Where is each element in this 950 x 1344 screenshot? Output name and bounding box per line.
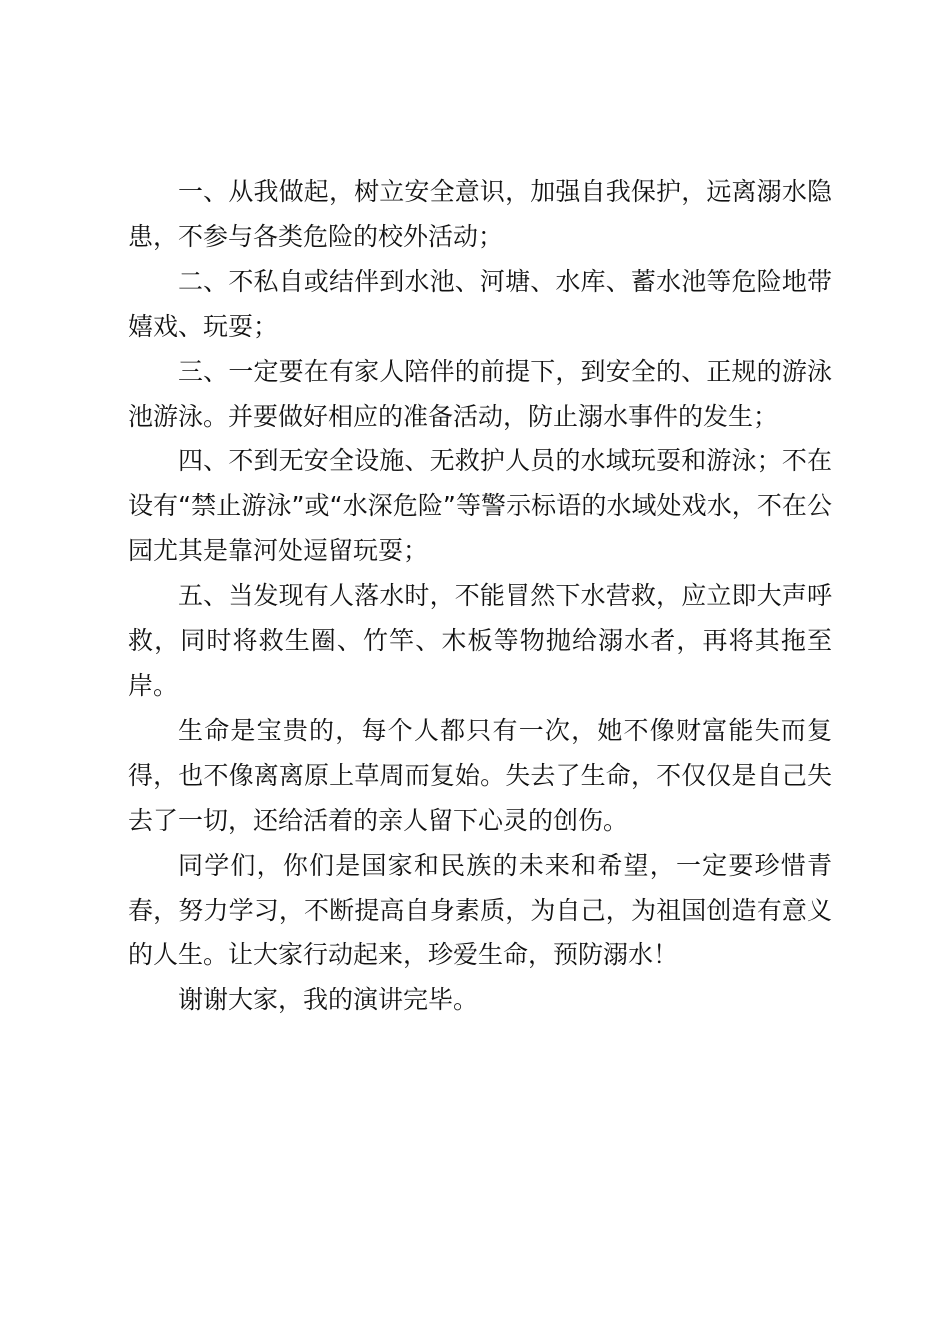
paragraph-rule-2: 二、不私自或结伴到水池、河塘、水库、蓄水池等危险地带嬉戏、玩耍； [128,266,832,341]
paragraph-life-value: 生命是宝贵的，每个人都只有一次，她不像财富能失而复得，也不像离离原上草周而复始。失去了生命，不仅仅是自己失去了一切，还给活着的亲人留下心灵的创伤。 [128,715,832,835]
document-body [128,170,832,1023]
paragraph-rule-5: 五、当发现有人落水时，不能冒然下水营救，应立即大声呼救，同时将救生圈、竹竿、木板等物抛给溺水者，再将其拖至岸。 [128,581,832,700]
paragraph-closing: 谢谢大家，我的演讲完毕。 [178,985,479,1015]
paragraph-rule-1: 一、从我做起，树立安全意识，加强自我保护，远离溺水隐患，不参与各类危险的校外活动； [128,177,832,251]
paragraph-rule-4: 四、不到无安全设施、无救护人员的水域玩耍和游泳；不在设有“禁止游泳”或“水深危险”等警示标语的水域处戏水，不在公园尤其是靠河处逗留玩耍； [128,446,832,566]
paragraph-rule-3: 三、一定要在有家人陪伴的前提下，到安全的、正规的游泳池游泳。并要做好相应的准备活动，防止溺水事件的发生； [128,356,832,431]
paragraph-appeal: 同学们，你们是国家和民族的未来和希望，一定要珍惜青春，努力学习，不断提高自身素质，为自己，为祖国创造有意义的人生。让大家行动起来，珍爱生命，预防溺水！ [128,850,832,970]
